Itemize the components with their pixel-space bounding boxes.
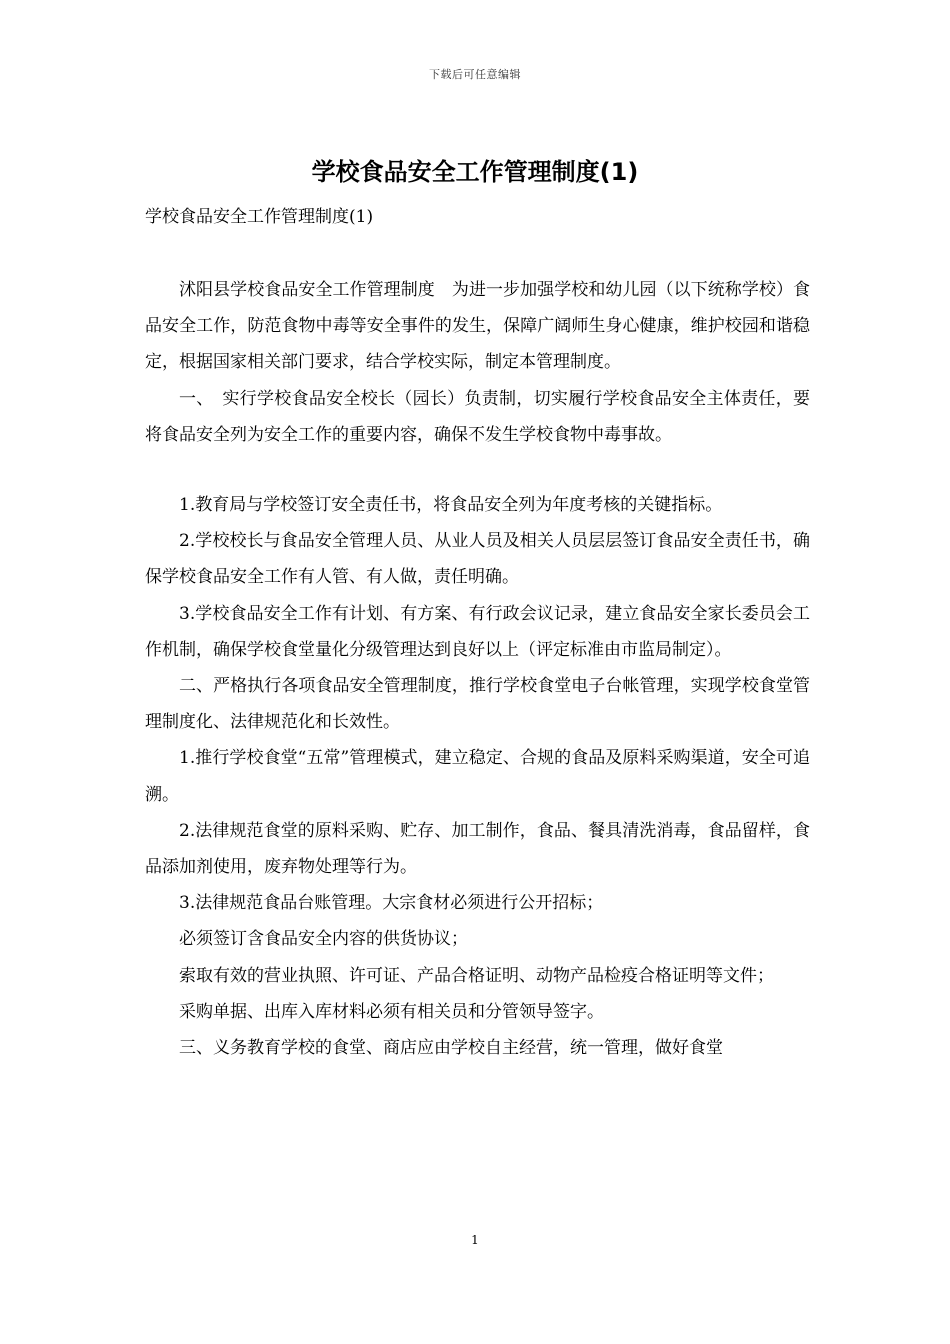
paragraph-item: 必须签订含食品安全内容的供货协议； [179,929,468,950]
paragraph-section-2: 二、严格执行各项食品安全管理制度，推行学校食堂电子台帐管理，实现学校食堂管理制度化、法律规范化和长效性。 [145,676,810,733]
paragraph-item: 2.法律规范食堂的原料采购、贮存、加工制作，食品、餐具清洗消毒，食品留样，食品添加剂使用，废弃物处理等行为。 [145,820,810,878]
header-note: 下载后可任意编辑 [429,68,521,81]
paragraph-item: 3.学校食品安全工作有计划、有方案、有行政会议记录，建立食品安全家长委员会工作机制，确保学校食堂量化分级管理达到良好以上（评定标准由市监局制定）。 [145,603,810,660]
document-body [145,272,810,1066]
paragraph-item: 3.法律规范食品台账管理。大宗食材必须进行公开招标； [179,893,604,914]
document-title: 学校食品安全工作管理制度(1) [311,158,639,186]
paragraph-item: 1.推行学校食堂“五常”管理模式，建立稳定、合规的食品及原料采购渠道，安全可追溯。 [145,748,810,805]
paragraph-item: 1.教育局与学校签订安全责任书，将食品安全列为年度考核的关键指标。 [179,495,723,516]
paragraph-item: 索取有效的营业执照、许可证、产品合格证明、动物产品检疫合格证明等文件； [179,965,774,986]
paragraph-intro: 沭阳县学校食品安全工作管理制度 为进一步加强学校和幼儿园（以下统称学校）食品安全工作，防范食物中毒等安全事件的发生，保障广阔师生身心健康，维护校园和谐稳定，根据国家相关部门要求，结合学校实际，制定本管理制度。 [145,280,810,373]
page-number: 1 [471,1233,479,1247]
document-subtitle: 学校食品安全工作管理制度(1) [145,207,374,227]
paragraph-item: 2.学校校长与食品安全管理人员、从业人员及相关人员层层签订食品安全责任书，确保学校食品安全工作有人管、有人做，责任明确。 [145,531,810,588]
paragraph-section-3: 三、义务教育学校的食堂、商店应由学校自主经营，统一管理，做好食堂 [179,1038,723,1059]
paragraph-section-1: 一、 实行学校食品安全校长（园长）负责制，切实履行学校食品安全主体责任，要将食品安全列为安全工作的重要内容，确保不发生学校食物中毒事故。 [145,388,810,445]
paragraph-item: 采购单据、出库入库材料必须有相关员和分管领导签字。 [179,1001,604,1022]
